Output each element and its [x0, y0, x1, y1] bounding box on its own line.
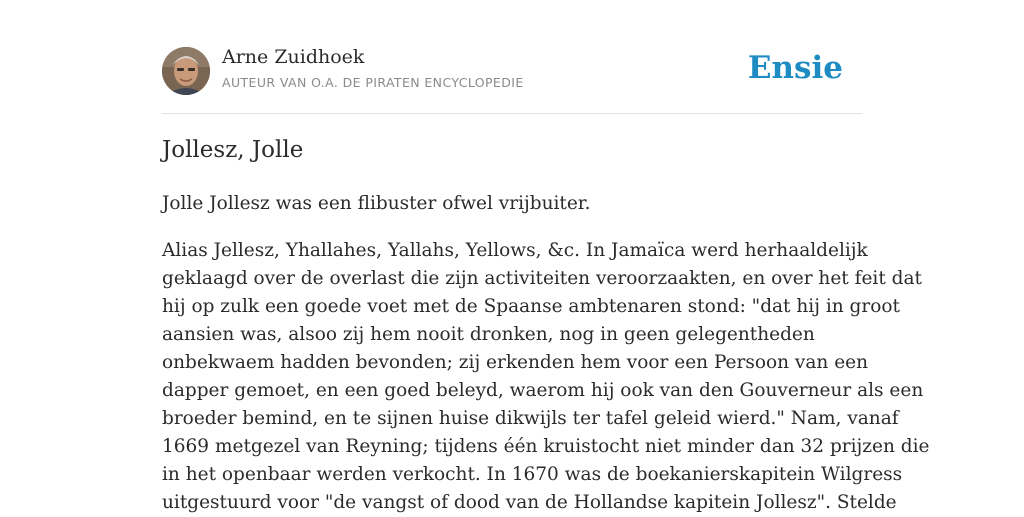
article-page	[162, 0, 930, 513]
body-line: onbekwaem hadden bevonden; zij erkenden hem voor een Persoon van een	[162, 352, 868, 373]
body-line: 1669 metgezel van Reyning; tijdens één kruistocht niet minder dan 32 prijzen die	[162, 436, 930, 457]
article-title: Jollesz, Jolle	[162, 137, 304, 163]
article-intro: Jolle Jollesz was een flibuster ofwel vrijbuiter.	[162, 193, 591, 214]
ensie-logo[interactable]: Ensie	[747, 50, 843, 86]
author-header	[162, 46, 862, 96]
author-subtitle: AUTEUR VAN O.A. DE PIRATEN ENCYCLOPEDIE	[222, 75, 524, 90]
header-divider	[162, 113, 862, 114]
author-name[interactable]: Arne Zuidhoek	[222, 46, 365, 68]
body-line: uitgestuurd voor "de vangst of dood van de Hollandse kapitein Jollesz". Stelde	[162, 492, 897, 513]
avatar-portrait-icon	[162, 47, 210, 95]
body-line: in het openbaar werden verkocht. In 1670 was de boekanierskapitein Wilgress	[162, 464, 903, 485]
author-avatar[interactable]	[162, 47, 210, 95]
article-body	[162, 237, 930, 517]
body-line: hij op zulk een goede voet met de Spaanse ambtenaren stond: "dat hij in groot	[162, 296, 900, 317]
body-line: broeder bemind, en te sijnen huise dikwijls ter tafel geleid wierd." Nam, vanaf	[162, 408, 899, 429]
body-line: aansien was, alsoo zij hem nooit dronken, nog in geen gelegentheden	[162, 324, 815, 345]
body-line: Alias Jellesz, Yhallahes, Yallahs, Yellows, &c. In Jamaïca werd herhaaldelijk	[162, 240, 868, 261]
body-line: geklaagd over de overlast die zijn activiteiten veroorzaakten, en over het feit dat	[162, 268, 922, 289]
body-line: dapper gemoet, en een goed beleyd, waerom hij ook van den Gouverneur als een	[162, 380, 924, 401]
